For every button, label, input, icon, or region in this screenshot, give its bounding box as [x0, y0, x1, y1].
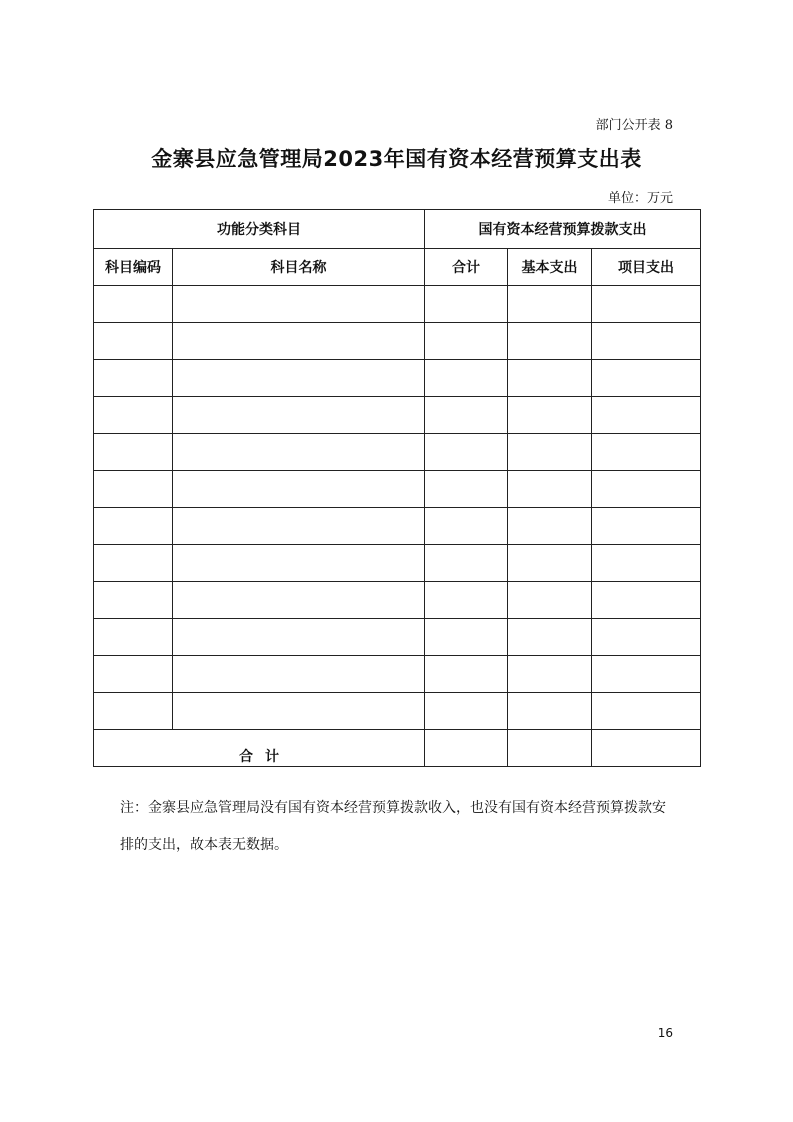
- cell-total: [425, 286, 508, 323]
- code-column-header: 科目编码: [94, 249, 173, 286]
- table-row: [94, 582, 701, 619]
- cell-code: [94, 323, 173, 360]
- cell-code: [94, 619, 173, 656]
- cell-basic: [508, 545, 592, 582]
- cell-basic: [508, 323, 592, 360]
- cell-name: [173, 619, 425, 656]
- basic-column-header: 基本支出: [508, 249, 592, 286]
- unit-label: 单位：万元: [607, 191, 673, 206]
- table-row: [94, 471, 701, 508]
- cell-code: [94, 545, 173, 582]
- cell-project: [592, 508, 701, 545]
- table-column-header-row: [94, 249, 701, 286]
- table-row: [94, 656, 701, 693]
- table-row: [94, 360, 701, 397]
- cell-name: [173, 471, 425, 508]
- cell-project: [592, 471, 701, 508]
- cell-code: [94, 397, 173, 434]
- total-row-basic-cell: [508, 730, 592, 767]
- page-title: 金寨县应急管理局2023年国有资本经营预算支出表: [151, 147, 642, 171]
- cell-basic: [508, 397, 592, 434]
- cell-name: [173, 434, 425, 471]
- cell-project: [592, 434, 701, 471]
- cell-project: [592, 619, 701, 656]
- cell-name: [173, 323, 425, 360]
- table-row: [94, 619, 701, 656]
- budget-table: [93, 209, 701, 767]
- cell-basic: [508, 508, 592, 545]
- total-column-header: 合计: [425, 249, 508, 286]
- form-number: 部门公开表 8: [595, 118, 673, 133]
- total-row: [94, 730, 701, 767]
- cell-total: [425, 545, 508, 582]
- table-group-header-row: [94, 210, 701, 249]
- table-row: [94, 323, 701, 360]
- cell-code: [94, 508, 173, 545]
- cell-project: [592, 656, 701, 693]
- cell-total: [425, 323, 508, 360]
- cell-project: [592, 397, 701, 434]
- cell-code: [94, 434, 173, 471]
- cell-code: [94, 471, 173, 508]
- cell-name: [173, 286, 425, 323]
- table-note: 注：金寨县应急管理局没有国有资本经营预算拨款收入，也没有国有资本经营预算拨款安排的支出，故本表无数据。: [120, 800, 666, 853]
- cell-total: [425, 619, 508, 656]
- table-row: [94, 434, 701, 471]
- table-row: [94, 693, 701, 730]
- cell-project: [592, 545, 701, 582]
- cell-total: [425, 508, 508, 545]
- cell-name: [173, 508, 425, 545]
- table-row: [94, 508, 701, 545]
- cell-basic: [508, 286, 592, 323]
- name-column-header: 科目名称: [173, 249, 425, 286]
- cell-basic: [508, 693, 592, 730]
- project-column-header: 项目支出: [592, 249, 701, 286]
- expenditure-header: 国有资本经营预算拨款支出: [425, 210, 701, 249]
- cell-project: [592, 582, 701, 619]
- cell-total: [425, 693, 508, 730]
- cell-basic: [508, 619, 592, 656]
- cell-basic: [508, 434, 592, 471]
- cell-total: [425, 471, 508, 508]
- cell-code: [94, 360, 173, 397]
- cell-name: [173, 545, 425, 582]
- cell-basic: [508, 582, 592, 619]
- cell-basic: [508, 656, 592, 693]
- cell-name: [173, 582, 425, 619]
- cell-total: [425, 434, 508, 471]
- cell-code: [94, 286, 173, 323]
- total-row-total-cell: [425, 730, 508, 767]
- cell-code: [94, 582, 173, 619]
- cell-basic: [508, 360, 592, 397]
- functional-category-header: 功能分类科目: [94, 210, 425, 249]
- table-row: [94, 397, 701, 434]
- cell-code: [94, 656, 173, 693]
- cell-name: [173, 397, 425, 434]
- cell-total: [425, 397, 508, 434]
- cell-total: [425, 582, 508, 619]
- cell-project: [592, 693, 701, 730]
- cell-total: [425, 360, 508, 397]
- cell-code: [94, 693, 173, 730]
- cell-name: [173, 693, 425, 730]
- total-row-project-cell: [592, 730, 701, 767]
- cell-project: [592, 323, 701, 360]
- page-number: 16: [657, 1026, 673, 1040]
- total-row-label: 合计: [94, 730, 425, 767]
- cell-name: [173, 360, 425, 397]
- table-row: [94, 545, 701, 582]
- table-row: [94, 286, 701, 323]
- cell-name: [173, 656, 425, 693]
- cell-project: [592, 286, 701, 323]
- cell-project: [592, 360, 701, 397]
- cell-basic: [508, 471, 592, 508]
- cell-total: [425, 656, 508, 693]
